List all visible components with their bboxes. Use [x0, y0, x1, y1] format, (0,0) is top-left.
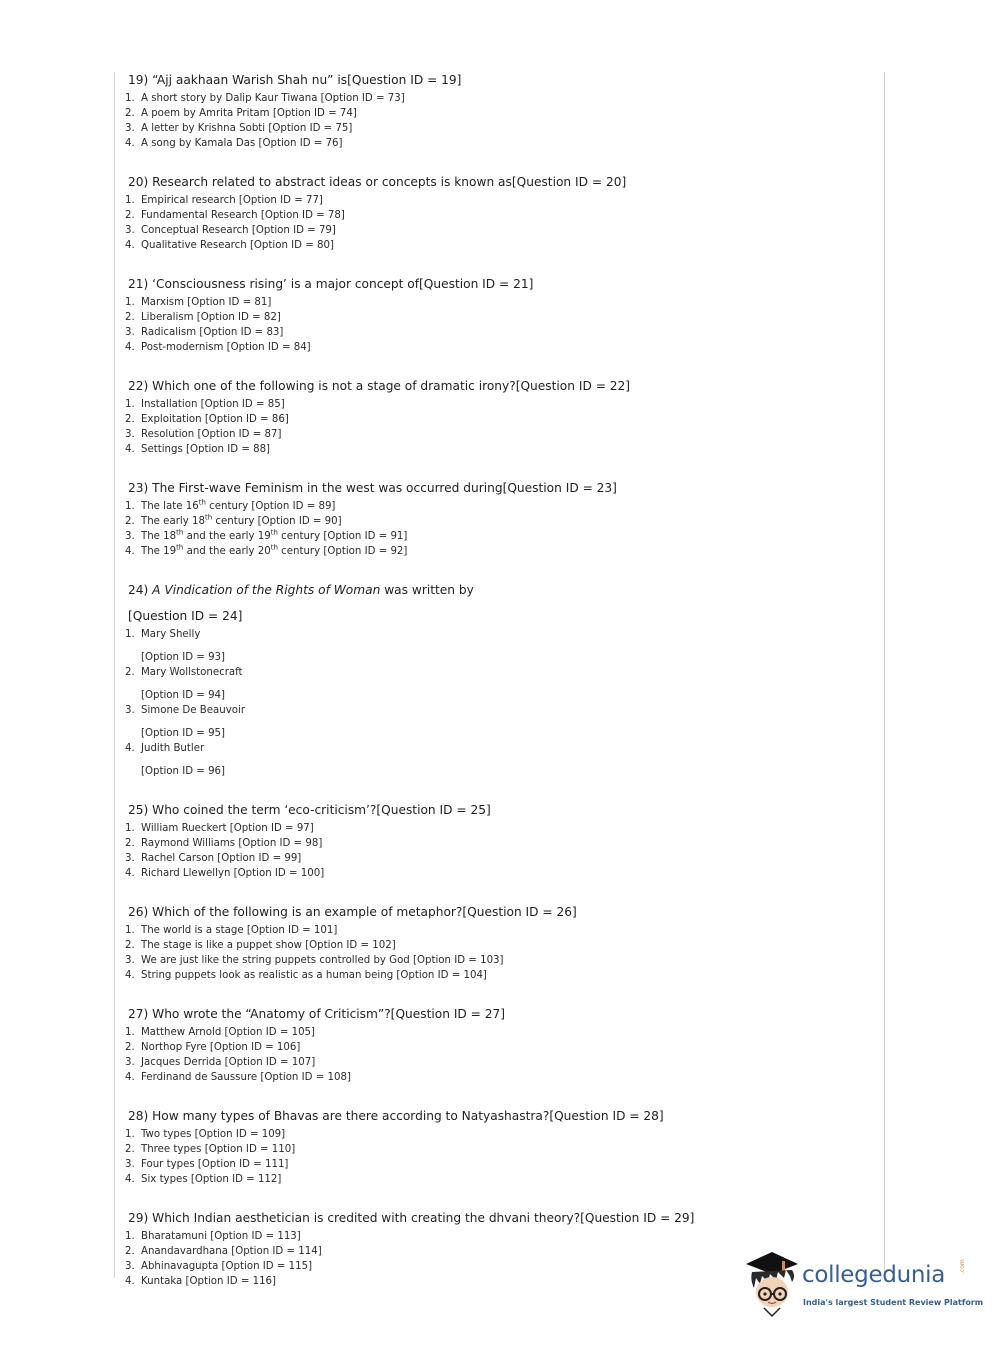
option: 3. Conceptual Research [Option ID = 79] [125, 225, 336, 236]
option: 4. A song by Kamala Das [Option ID = 76] [125, 138, 343, 149]
option: 2. Mary Wollstonecraft [Option ID = 94] [125, 667, 243, 701]
option-list [125, 923, 875, 983]
question-title: 24) A Vindication of the Rights of Woman was written by [128, 583, 474, 597]
option: 1. Bharatamuni [Option ID = 113] [125, 1231, 301, 1242]
question-23 [125, 480, 875, 559]
option: 1. Marxism [Option ID = 81] [125, 297, 272, 308]
right-margin-rule [884, 72, 885, 1278]
logo-domain-suffix: .com [959, 1259, 966, 1274]
question-title: 23) The First-wave Feminism in the west was occurred during[Question ID = 23] [128, 481, 617, 495]
option: 2. Fundamental Research [Option ID = 78] [125, 210, 345, 221]
option: 4. Post-modernism [Option ID = 84] [125, 342, 311, 353]
question-title: 29) Which Indian aesthetician is credited with creating the dhvani theory?[Question ID = 29] [128, 1211, 695, 1225]
option: 1. Matthew Arnold [Option ID = 105] [125, 1027, 316, 1038]
option: 3. Simone De Beauvoir [Option ID = 95] [125, 705, 246, 739]
option-list [125, 499, 875, 559]
option: 3. Four types [Option ID = 111] [125, 1159, 289, 1170]
option: 4. Judith Butler [Option ID = 96] [125, 743, 226, 777]
question-title: 19) “Ajj aakhaan Warish Shah nu” is[Question ID = 19] [128, 73, 462, 87]
option: 3. We are just like the string puppets controlled by God [Option ID = 103] [125, 955, 504, 966]
option: 4. String puppets look as realistic as a human being [Option ID = 104] [125, 970, 487, 981]
option: 1. Mary Shelly [Option ID = 93] [125, 629, 226, 663]
option: 2. Anandavardhana [Option ID = 114] [125, 1246, 322, 1257]
question-28 [125, 1108, 875, 1187]
option: 3. Resolution [Option ID = 87] [125, 429, 282, 440]
option: 1. A short story by Dalip Kaur Tiwana [Option ID = 73] [125, 93, 405, 104]
option: 3. Jacques Derrida [Option ID = 107] [125, 1057, 316, 1068]
option: 4. Settings [Option ID = 88] [125, 444, 271, 455]
option: 4. Richard Llewellyn [Option ID = 100] [125, 868, 325, 879]
option-list [125, 397, 875, 457]
option: 1. Installation [Option ID = 85] [125, 399, 285, 410]
question-title: 27) Who wrote the “Anatomy of Criticism”?[Question ID = 27] [128, 1007, 506, 1021]
question-25 [125, 802, 875, 881]
option: 4. Six types [Option ID = 112] [125, 1174, 282, 1185]
question-title: 22) Which one of the following is not a stage of dramatic irony?[Question ID = 22] [128, 379, 631, 393]
option: 1. Empirical research [Option ID = 77] [125, 195, 323, 206]
question-21 [125, 276, 875, 355]
left-margin-rule [114, 72, 115, 1278]
question-22 [125, 378, 875, 457]
option: 2. The stage is like a puppet show [Option ID = 102] [125, 940, 396, 951]
option: 1. William Rueckert [Option ID = 97] [125, 823, 314, 834]
question-list [125, 72, 875, 1312]
option: 1. Two types [Option ID = 109] [125, 1129, 286, 1140]
question-title: 20) Research related to abstract ideas or concepts is known as[Question ID = 20] [128, 175, 627, 189]
option: 3. Radicalism [Option ID = 83] [125, 327, 284, 338]
option: 2. Raymond Williams [Option ID = 98] [125, 838, 323, 849]
question-title: 21) ‘Consciousness rising’ is a major concept of[Question ID = 21] [128, 277, 534, 291]
question-id-line: [Question ID = 24] [128, 609, 243, 623]
logo-tagline: India's largest Student Review Platform [803, 1298, 984, 1307]
option: 4. The 19th and the early 20th century [Option ID = 92] [125, 543, 408, 557]
question-20 [125, 174, 875, 253]
option-list [125, 91, 875, 151]
option-list [125, 821, 875, 881]
option-list [125, 1025, 875, 1085]
question-title: 25) Who coined the term ‘eco-criticism’?[Question ID = 25] [128, 803, 491, 817]
option: 4. Qualitative Research [Option ID = 80] [125, 240, 334, 251]
option: 3. Abhinavagupta [Option ID = 115] [125, 1261, 313, 1272]
option-list [125, 193, 875, 253]
collegedunia-logo[interactable] [742, 1248, 984, 1318]
option: 4. Kuntaka [Option ID = 116] [125, 1276, 277, 1287]
option: 1. The late 16th century [Option ID = 89] [125, 498, 336, 512]
option-list [125, 1127, 875, 1187]
question-27 [125, 1006, 875, 1085]
mascot-icon [742, 1248, 804, 1318]
option: 2. Three types [Option ID = 110] [125, 1144, 296, 1155]
option-list [125, 627, 875, 779]
option: 2. Exploitation [Option ID = 86] [125, 414, 289, 425]
option: 3. Rachel Carson [Option ID = 99] [125, 853, 302, 864]
question-26 [125, 904, 875, 983]
question-19 [125, 72, 875, 151]
option: 1. The world is a stage [Option ID = 101] [125, 925, 338, 936]
option: 2. Northop Fyre [Option ID = 106] [125, 1042, 301, 1053]
option: 3. A letter by Krishna Sobti [Option ID = 75] [125, 123, 353, 134]
option: 2. The early 18th century [Option ID = 90] [125, 513, 342, 527]
question-title: 28) How many types of Bhavas are there according to Natyashastra?[Question ID = 28] [128, 1109, 664, 1123]
question-24 [125, 582, 875, 779]
option: 2. A poem by Amrita Pritam [Option ID = 74] [125, 108, 357, 119]
question-title: 26) Which of the following is an example of metaphor?[Question ID = 26] [128, 905, 577, 919]
option-list [125, 295, 875, 355]
option: 3. The 18th and the early 19th century [Option ID = 91] [125, 528, 408, 542]
option: 2. Liberalism [Option ID = 82] [125, 312, 281, 323]
option: 4. Ferdinand de Saussure [Option ID = 108] [125, 1072, 351, 1083]
logo-wordmark: collegedunia [802, 1262, 946, 1288]
